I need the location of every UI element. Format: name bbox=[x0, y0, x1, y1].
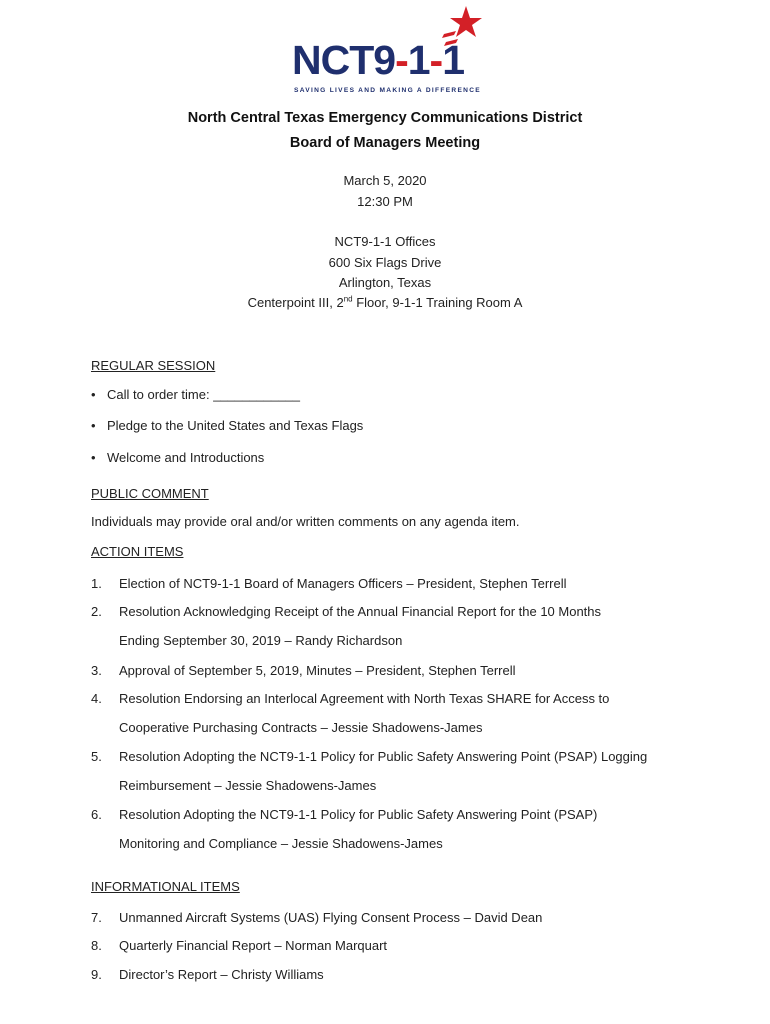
list-item: Quarterly Financial Report – Norman Marquart bbox=[119, 938, 388, 953]
nct911-logo bbox=[290, 4, 490, 98]
action-items-heading: ACTION ITEMS bbox=[91, 544, 184, 559]
list-item: • Call to order time: ____________ bbox=[91, 387, 300, 402]
list-item-continuation: Reimbursement – Jessie Shadowens-James bbox=[119, 778, 377, 793]
meeting-venue: NCT9-1-1 Offices bbox=[334, 234, 436, 249]
item-number: 9. bbox=[91, 967, 102, 982]
meeting-city: Arlington, Texas bbox=[338, 275, 432, 290]
list-item: Resolution Adopting the NCT9-1-1 Policy for Public Safety Answering Point (PSAP) bbox=[119, 807, 598, 822]
list-item: • Pledge to the United States and Texas Flags bbox=[91, 418, 364, 433]
list-item-continuation: Monitoring and Compliance – Jessie Shadowens-James bbox=[119, 836, 443, 851]
item-number: 5. bbox=[91, 749, 102, 764]
item-number: 8. bbox=[91, 938, 102, 953]
list-item: Resolution Adopting the NCT9-1-1 Policy for Public Safety Answering Point (PSAP) Logging bbox=[119, 749, 648, 764]
list-item: Unmanned Aircraft Systems (UAS) Flying Consent Process – David Dean bbox=[119, 910, 543, 925]
public-comment-heading: PUBLIC COMMENT bbox=[91, 486, 209, 501]
logo-tagline: SAVING LIVES AND MAKING A DIFFERENCE bbox=[294, 87, 481, 94]
list-item-continuation: Ending September 30, 2019 – Randy Richardson bbox=[119, 633, 403, 648]
list-item-continuation: Cooperative Purchasing Contracts – Jessie Shadowens-James bbox=[119, 720, 483, 735]
list-item: Election of NCT9-1-1 Board of Managers Officers – President, Stephen Terrell bbox=[119, 576, 567, 591]
list-item: Resolution Acknowledging Receipt of the Annual Financial Report for the 10 Months bbox=[119, 604, 602, 619]
item-number: 1. bbox=[91, 576, 102, 591]
meeting-street: 600 Six Flags Drive bbox=[328, 255, 442, 270]
informational-items-heading: INFORMATIONAL ITEMS bbox=[91, 879, 240, 894]
item-number: 4. bbox=[91, 691, 102, 706]
regular-session-heading: REGULAR SESSION bbox=[91, 358, 216, 373]
item-number: 7. bbox=[91, 910, 102, 925]
item-number: 2. bbox=[91, 604, 102, 619]
document-subtitle: Board of Managers Meeting bbox=[289, 135, 481, 151]
list-item: Resolution Endorsing an Interlocal Agreement with North Texas SHARE for Access to bbox=[119, 691, 610, 706]
list-item: Director’s Report – Christy Williams bbox=[119, 967, 324, 982]
meeting-time: 12:30 PM bbox=[357, 194, 413, 209]
list-item: • Welcome and Introductions bbox=[91, 450, 265, 465]
logo-wordmark: NCT9-1-1 bbox=[292, 37, 465, 83]
public-comment-text: Individuals may provide oral and/or written comments on any agenda item. bbox=[91, 514, 520, 529]
meeting-date: March 5, 2020 bbox=[343, 173, 427, 188]
list-item: Approval of September 5, 2019, Minutes – President, Stephen Terrell bbox=[119, 663, 516, 678]
item-number: 3. bbox=[91, 663, 102, 678]
meeting-room: Centerpoint III, 2nd Floor, 9-1-1 Training Room A bbox=[247, 294, 523, 310]
item-number: 6. bbox=[91, 807, 102, 822]
document-title: North Central Texas Emergency Communications District bbox=[187, 110, 583, 126]
